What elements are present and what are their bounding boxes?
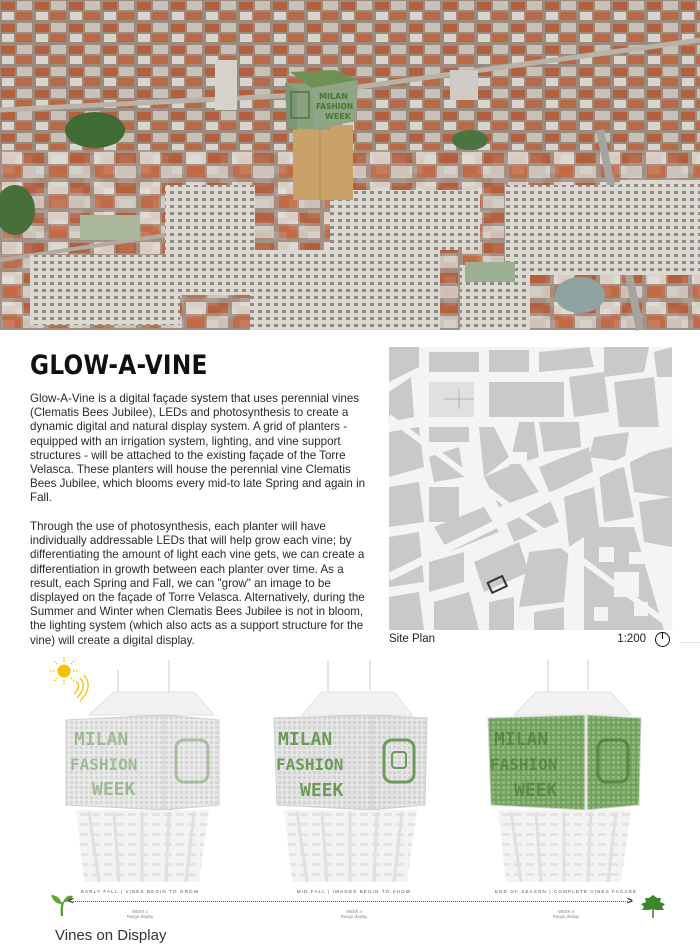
growth-timeline	[0, 885, 700, 933]
svg-text:MILAN: MILAN	[494, 729, 549, 750]
tree-icon	[640, 894, 666, 918]
site-plan-label: Site Plan	[389, 633, 436, 645]
timeline-stage-3-label: END OF SEASON | COMPLETE VINES FACADE	[494, 889, 638, 894]
stage-1-week: WEEK 1	[132, 909, 148, 914]
timeline-dotted-line	[73, 901, 628, 902]
svg-text:MILAN: MILAN	[74, 729, 129, 750]
aerial-photo	[0, 0, 700, 330]
caption-divider	[680, 642, 700, 643]
description-paragraph-2: Through the use of photosynthesis, each planter will have individually addressable LEDs that will help grow each vine; by differentiating the amount of light each vine gets, we can create a differentiation in growth between each planter over time. As a result, each Spring and Fall, we can "grow" an image to be displayed on the façade of Torre Velasca. Alternatively, during the Summer and Winter when Clematis Bees Jubilee is not in bloom, the lighting system (which also acts as a support structure for the vine) will create a digital display.	[30, 520, 365, 647]
timeline-stage-1-label: EARLY FALL | VINES BEGIN TO GROW	[80, 889, 200, 894]
svg-text:FASHION: FASHION	[316, 102, 354, 111]
svg-text:FASHION: FASHION	[490, 755, 558, 774]
north-arrow-icon	[655, 632, 670, 647]
tower-render-complete	[476, 660, 676, 882]
stage-2-week: WEEK 4	[346, 909, 362, 914]
scale-label: 1:200	[617, 633, 646, 645]
svg-text:MILAN: MILAN	[278, 729, 333, 750]
stage-1-note: Range display	[126, 914, 154, 919]
svg-text:WEEK: WEEK	[325, 112, 351, 121]
tower-render-early	[54, 660, 254, 882]
timeline-arrow-right-icon: >	[627, 896, 633, 907]
project-title: GLOW-A-VINE	[30, 350, 208, 381]
timeline-stage-2-week	[341, 909, 368, 919]
tower-render-mid	[262, 660, 462, 882]
stage-3-week: WEEK 8	[558, 909, 574, 914]
section-title-vines-on-display: Vines on Display	[55, 927, 167, 944]
site-plan-map	[389, 347, 672, 630]
stage-2-note: Range display	[340, 914, 368, 919]
timeline-stage-2-label: MID FALL | IMAGES BEGIN TO SHOW	[296, 889, 412, 894]
svg-text:WEEK: WEEK	[514, 780, 558, 801]
timeline-stage-1-week	[127, 909, 154, 919]
svg-text:FASHION: FASHION	[70, 755, 138, 774]
svg-text:WEEK: WEEK	[92, 779, 136, 800]
site-plan-caption	[389, 633, 672, 649]
svg-text:FASHION: FASHION	[276, 755, 344, 774]
description-paragraph-1: Glow-A-Vine is a digital façade system that uses perennial vines (Clematis Bees Jubilee), LEDs and photosynthesis to create a dynamic digital and natural display system. A grid of planters - equipped with an irrigation system, lighting, and vine support structures - will be attached to the existing façade of the Torre Velasca. These planters will house the perennial vine Clematis Bees Jubilee, which blooms every mid-to late Spring and again in Fall.	[30, 392, 366, 505]
aerial-city-illustration	[0, 0, 700, 330]
svg-text:MILAN: MILAN	[319, 92, 348, 101]
timeline-arrow-left-icon: <	[68, 896, 74, 907]
site-plan-blocks	[389, 347, 672, 630]
svg-text:WEEK: WEEK	[300, 780, 344, 801]
stage-3-note: Range display	[552, 914, 580, 919]
torre-velasca-aerial	[285, 70, 358, 200]
timeline-stage-3-week	[553, 909, 580, 919]
